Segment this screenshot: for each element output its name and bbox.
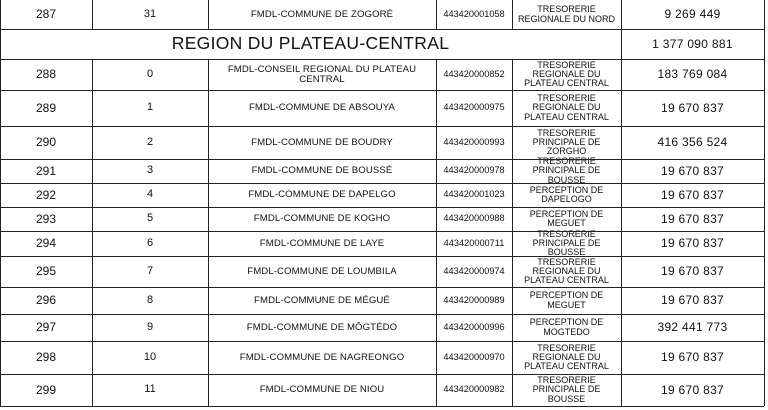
row-number: 287 xyxy=(35,7,57,22)
table-column-rule xyxy=(512,341,513,374)
table-column-rule xyxy=(92,126,93,159)
table-column-rule xyxy=(92,314,93,341)
table-row-rule xyxy=(0,287,764,288)
table-row-rule xyxy=(0,374,764,375)
account-code: 443420000982 xyxy=(443,384,505,395)
row-index: 6 xyxy=(146,236,154,249)
table-column-rule xyxy=(764,126,765,159)
table-column-rule xyxy=(208,287,209,314)
table-column-rule xyxy=(621,207,622,231)
allocated-amount: 19 670 837 xyxy=(660,350,725,365)
row-number: 296 xyxy=(35,293,57,308)
table-column-rule xyxy=(764,374,765,406)
table-column-rule xyxy=(208,314,209,341)
beneficiary-name: FMDL-CONSEIL REGIONAL DU PLATEAU CENTRAL xyxy=(227,63,417,85)
table-column-rule xyxy=(436,231,437,256)
allocated-amount: 19 670 837 xyxy=(660,163,725,178)
table-column-rule xyxy=(436,341,437,374)
table-column-rule xyxy=(0,287,1,314)
table-column-rule xyxy=(0,183,1,207)
table-row-rule xyxy=(0,231,764,232)
account-code: 443420000852 xyxy=(443,68,505,79)
table-column-rule xyxy=(621,0,622,29)
table-column-rule xyxy=(92,159,93,183)
treasury-office: TRESORERIE REGIONALE DU NORD xyxy=(517,4,615,24)
account-code: 443420000988 xyxy=(443,213,505,224)
table-column-rule xyxy=(92,183,93,207)
table-column-rule xyxy=(208,90,209,126)
table-column-rule xyxy=(0,159,1,183)
account-code: 443420000975 xyxy=(443,102,505,113)
table-column-rule xyxy=(92,256,93,287)
row-number: 291 xyxy=(35,163,57,178)
table-column-rule xyxy=(208,183,209,207)
row-index: 10 xyxy=(143,350,157,363)
treasury-office: TRESORERIE PRINCIPALE DE BOUSSE xyxy=(532,375,601,404)
table-column-rule xyxy=(0,374,1,406)
table-column-rule xyxy=(0,29,1,59)
table-column-rule xyxy=(621,59,622,90)
row-index: 9 xyxy=(146,320,154,333)
allocated-amount: 19 670 837 xyxy=(660,264,725,279)
beneficiary-name: FMDL-COMMUNE DE LOUMBILA xyxy=(247,265,397,277)
allocated-amount: 392 441 773 xyxy=(657,320,728,335)
account-code: 443420000996 xyxy=(443,321,505,332)
row-number: 298 xyxy=(35,350,57,365)
table-row-rule xyxy=(0,406,764,407)
treasury-office: TRESORERIE REGIONALE DU PLATEAU CENTRAL xyxy=(524,93,609,122)
row-number: 294 xyxy=(35,236,57,251)
table-column-rule xyxy=(208,126,209,159)
allocated-amount: 19 670 837 xyxy=(660,187,725,202)
table-column-rule xyxy=(0,207,1,231)
row-index: 5 xyxy=(146,212,154,225)
treasury-office: PERCEPTION DE MEGUET xyxy=(529,208,604,228)
beneficiary-name: FMDL-COMMUNE DE MÔGTÉDO xyxy=(246,321,398,333)
beneficiary-name: FMDL-COMMUNE DE NAGREONGO xyxy=(239,351,405,363)
table-column-rule xyxy=(208,231,209,256)
table-column-rule xyxy=(512,0,513,29)
allocated-amount: 19 670 837 xyxy=(660,236,725,251)
row-number: 289 xyxy=(35,100,57,115)
allocated-amount: 19 670 837 xyxy=(660,211,725,226)
table-column-rule xyxy=(621,126,622,159)
table-column-rule xyxy=(0,341,1,374)
row-number: 293 xyxy=(35,211,57,226)
table-column-rule xyxy=(764,287,765,314)
table-column-rule xyxy=(764,256,765,287)
table-row-rule xyxy=(0,159,764,160)
table-column-rule xyxy=(92,287,93,314)
row-number: 288 xyxy=(35,67,57,82)
table-row-rule xyxy=(0,314,764,315)
table-column-rule xyxy=(0,126,1,159)
allocated-amount: 9 269 449 xyxy=(664,7,721,22)
row-index: 4 xyxy=(146,188,154,201)
table-column-rule xyxy=(512,159,513,183)
allocated-amount: 19 670 837 xyxy=(660,382,725,397)
table-column-rule xyxy=(512,207,513,231)
table-column-rule xyxy=(764,159,765,183)
treasury-office: TRESORERIE REGIONALE DU PLATEAU CENTRAL xyxy=(524,59,609,89)
table-column-rule xyxy=(208,59,209,90)
beneficiary-name: FMDL-COMMUNE DE KOGHO xyxy=(253,213,391,225)
account-code: 443420000978 xyxy=(443,165,505,176)
allocated-amount: 19 670 837 xyxy=(660,293,725,308)
table-column-rule xyxy=(512,287,513,314)
table-column-rule xyxy=(764,0,765,29)
beneficiary-name: FMDL-COMMUNE DE NIOU xyxy=(259,384,385,396)
treasury-office: PERCEPTION DE MOGTEDO xyxy=(529,317,604,337)
treasury-office: TRESORERIE PRINCIPALE DE ZORGHO xyxy=(532,127,601,157)
table-column-rule xyxy=(512,256,513,287)
table-column-rule xyxy=(512,314,513,341)
row-index: 0 xyxy=(146,67,154,80)
table-column-rule xyxy=(764,90,765,126)
table-column-rule xyxy=(208,256,209,287)
table-column-rule xyxy=(436,0,437,29)
table-column-rule xyxy=(764,341,765,374)
row-number: 290 xyxy=(35,135,57,150)
account-code: 443420001023 xyxy=(443,189,505,200)
table-row-rule xyxy=(0,90,764,91)
account-code: 443420001058 xyxy=(443,8,505,19)
beneficiary-name: FMDL-COMMUNE DE LAYE xyxy=(259,237,385,249)
table-column-rule xyxy=(208,341,209,374)
beneficiary-name: FMDL-COMMUNE DE DAPELGO xyxy=(248,189,396,201)
table-column-rule xyxy=(0,256,1,287)
table-column-rule xyxy=(764,59,765,90)
table-column-rule xyxy=(0,0,1,29)
table-column-rule xyxy=(621,341,622,374)
table-row-rule xyxy=(0,29,764,30)
table-column-rule xyxy=(436,183,437,207)
table-column-rule xyxy=(621,29,622,59)
table-column-rule xyxy=(764,29,765,59)
allocated-amount: 183 769 084 xyxy=(657,67,728,82)
table-column-rule xyxy=(621,374,622,406)
row-number: 299 xyxy=(35,382,57,397)
table-column-rule xyxy=(92,90,93,126)
allocated-amount: 19 670 837 xyxy=(660,100,725,115)
treasury-office: TRESORERIE PRINCIPALE DE BOUSSE xyxy=(532,156,601,185)
row-index: 31 xyxy=(143,7,157,20)
beneficiary-name: FMDL-COMMUNE DE ABSOUYA xyxy=(248,102,396,114)
table-column-rule xyxy=(621,256,622,287)
beneficiary-name: FMDL-COMMUNE DE BOUDRY xyxy=(251,136,393,148)
table-column-rule xyxy=(764,207,765,231)
table-column-rule xyxy=(436,90,437,126)
table-column-rule xyxy=(436,287,437,314)
table-column-rule xyxy=(92,59,93,90)
account-code: 443420000993 xyxy=(443,136,505,147)
row-number: 295 xyxy=(35,264,57,279)
row-index: 7 xyxy=(146,264,154,277)
table-row-rule xyxy=(0,207,764,208)
table-column-rule xyxy=(512,374,513,406)
row-index: 8 xyxy=(146,293,154,306)
table-column-rule xyxy=(764,314,765,341)
table-column-rule xyxy=(92,0,93,29)
row-index: 11 xyxy=(144,383,156,396)
treasury-office: TRESORERIE PRINCIPALE DE BOUSSE xyxy=(532,228,601,258)
table-column-rule xyxy=(621,90,622,126)
row-index: 2 xyxy=(146,135,154,148)
table-column-rule xyxy=(512,183,513,207)
beneficiary-name: FMDL-COMMUNE DE MÉGUÉ xyxy=(254,294,390,306)
table-column-rule xyxy=(436,256,437,287)
table-column-rule xyxy=(208,374,209,406)
table-column-rule xyxy=(621,159,622,183)
table-column-rule xyxy=(621,287,622,314)
table-column-rule xyxy=(621,231,622,256)
table-column-rule xyxy=(0,90,1,126)
table-row-rule xyxy=(0,256,764,257)
table-column-rule xyxy=(92,231,93,256)
account-code: 443420000989 xyxy=(443,294,505,305)
beneficiary-name: FMDL-COMMUNE DE ZOGORÉ xyxy=(250,8,394,20)
table-column-rule xyxy=(0,314,1,341)
table-row-rule xyxy=(0,126,764,127)
table-column-rule xyxy=(436,59,437,90)
row-number: 292 xyxy=(35,187,57,202)
treasury-office: TRESORERIE REGIONALE DU PLATEAU CENTRAL xyxy=(524,342,609,372)
row-index: 3 xyxy=(146,164,154,177)
table-column-rule xyxy=(92,207,93,231)
table-row-rule xyxy=(0,183,764,184)
table-column-rule xyxy=(436,207,437,231)
table-column-rule xyxy=(0,59,1,90)
table-row-rule xyxy=(0,341,764,342)
account-code: 443420000711 xyxy=(443,237,505,248)
table-column-rule xyxy=(208,159,209,183)
table-column-rule xyxy=(512,126,513,159)
table-column-rule xyxy=(436,374,437,406)
beneficiary-name: FMDL-COMMUNE DE BOUSSÉ xyxy=(251,165,393,177)
table-column-rule xyxy=(621,314,622,341)
table-column-rule xyxy=(764,183,765,207)
region-title: REGION DU PLATEAU-CENTRAL xyxy=(171,33,450,54)
table-column-rule xyxy=(512,231,513,256)
treasury-office: TRESORERIE REGIONALE DU PLATEAU CENTRAL xyxy=(524,256,609,286)
table-column-rule xyxy=(436,314,437,341)
allocated-amount: 416 356 524 xyxy=(657,135,728,150)
region-total: 1 377 090 881 xyxy=(652,36,733,51)
table-column-rule xyxy=(208,207,209,231)
treasury-office: PERCEPTION DE MEGUET xyxy=(529,290,604,310)
table-column-rule xyxy=(512,59,513,90)
table-column-rule xyxy=(0,231,1,256)
table-column-rule xyxy=(764,231,765,256)
table-column-rule xyxy=(436,126,437,159)
table-column-rule xyxy=(436,159,437,183)
account-code: 443420000974 xyxy=(443,265,505,276)
table-column-rule xyxy=(92,374,93,406)
row-number: 297 xyxy=(35,320,57,335)
treasury-office: PERCEPTION DE DAPELOGO xyxy=(529,184,604,204)
table-column-rule xyxy=(208,0,209,29)
table-column-rule xyxy=(92,341,93,374)
account-code: 443420000970 xyxy=(443,351,505,362)
table-column-rule xyxy=(512,90,513,126)
table-column-rule xyxy=(621,183,622,207)
table-row-rule xyxy=(0,59,764,60)
row-index: 1 xyxy=(146,101,154,114)
